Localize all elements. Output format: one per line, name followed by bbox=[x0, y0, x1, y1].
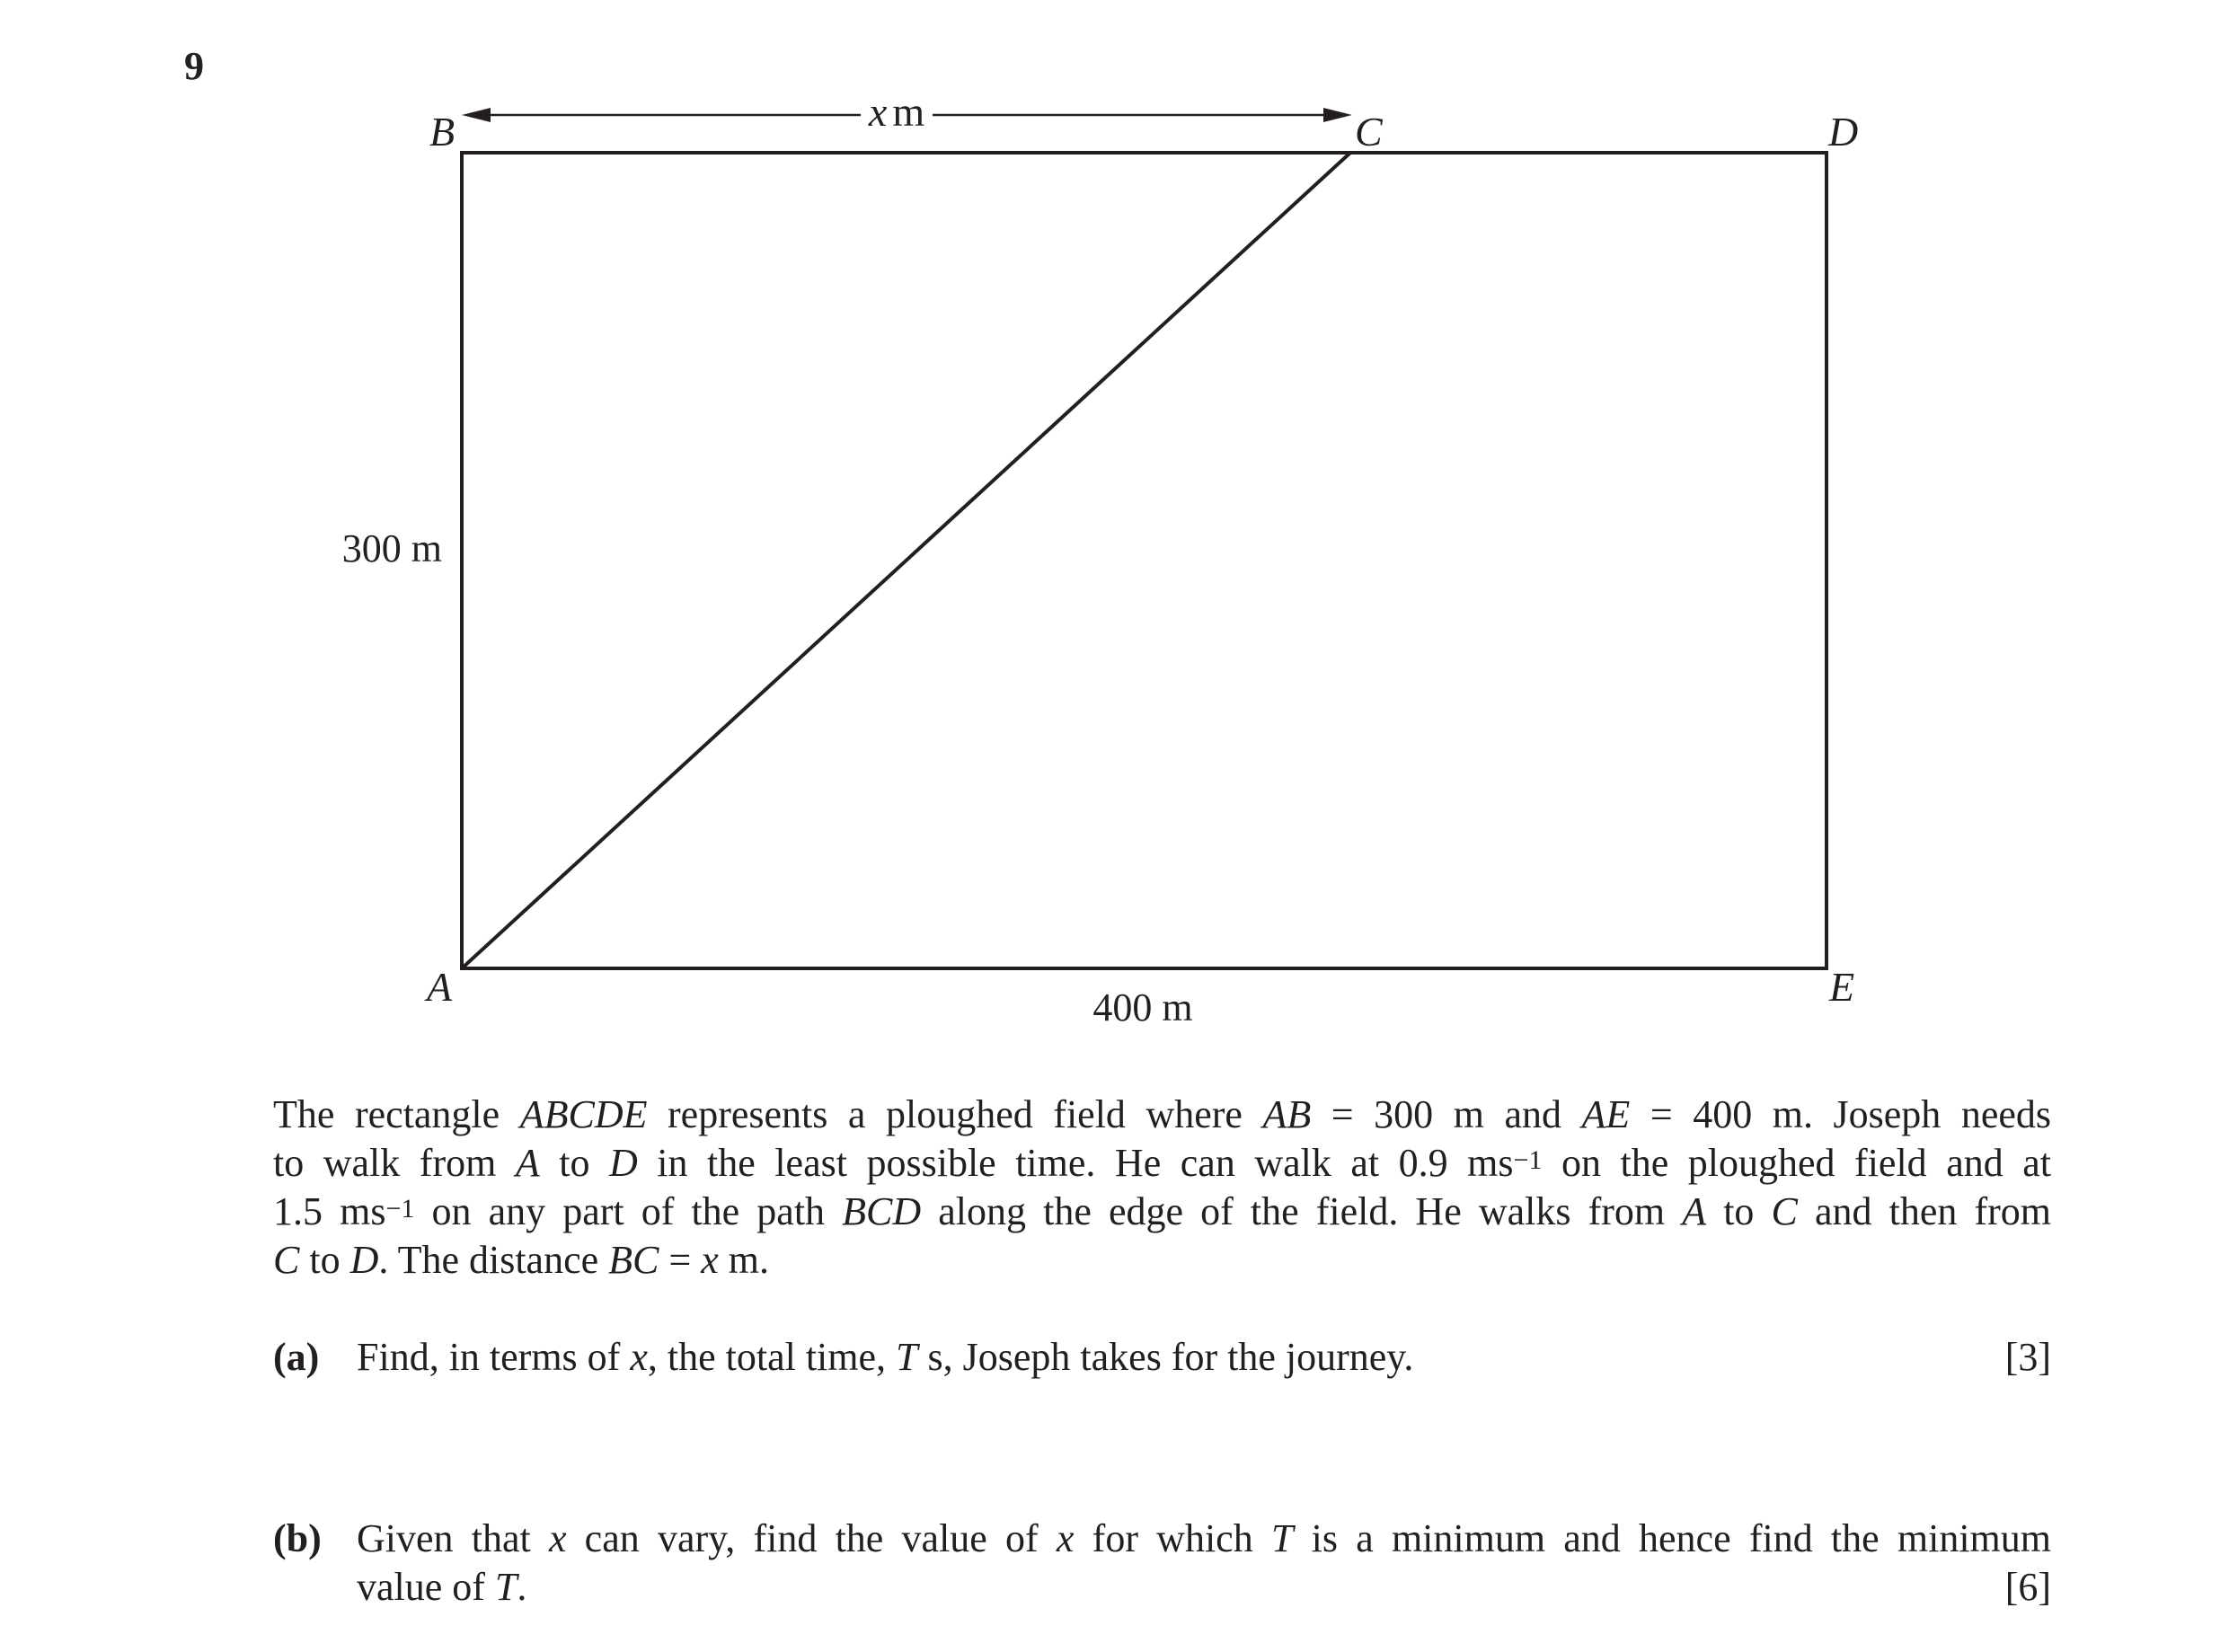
vertex-label-d: D bbox=[1828, 109, 1859, 155]
vertex-label-e: E bbox=[1829, 964, 1855, 1010]
part-a-text: Find, in terms of x, the total time, T s, Joseph takes for the journey. bbox=[357, 1335, 1414, 1379]
stem-line-2: to walk from A to D in the least possible time. He can walk at 0.9 $ms^{-1}$ on the ploughed field and at bbox=[273, 1141, 2051, 1185]
stem-line-4: C to D. The distance BC = x m. bbox=[273, 1238, 769, 1282]
path-ac bbox=[462, 153, 1350, 968]
bc-length-label: x m bbox=[868, 89, 925, 135]
field-rectangle bbox=[462, 153, 1827, 968]
stem-line-1: The rectangle ABCDE represents a ploughed field where AB = 300 m and AE = 400 m. Joseph needs bbox=[273, 1092, 2052, 1136]
left-arrowhead bbox=[462, 108, 491, 122]
ae-length-label: 400 m bbox=[1092, 985, 1193, 1029]
part-a-marks: [3] bbox=[2004, 1335, 2051, 1379]
ab-length-label: 300 m bbox=[341, 526, 442, 570]
vertex-label-b: B bbox=[429, 109, 456, 155]
part-b-line-2: value of T. bbox=[357, 1565, 527, 1609]
part-b-line-1: Given that x can vary, find the value of x for which T is a minimum and hence find the minimum bbox=[357, 1516, 2051, 1560]
vertex-label-c: C bbox=[1355, 109, 1383, 155]
part-b-marks: [6] bbox=[2004, 1565, 2051, 1609]
stem-line-3: 1.5 $ms^{-1}$ on any part of the path BCD along the edge of the field. He walks from A to C and then from bbox=[273, 1189, 2051, 1233]
part-b-label: (b) bbox=[273, 1516, 322, 1560]
vertex-label-a: A bbox=[427, 964, 453, 1010]
part-a-label: (a) bbox=[273, 1335, 320, 1379]
question-number: 9 bbox=[184, 44, 204, 88]
right-arrowhead bbox=[1323, 108, 1352, 122]
